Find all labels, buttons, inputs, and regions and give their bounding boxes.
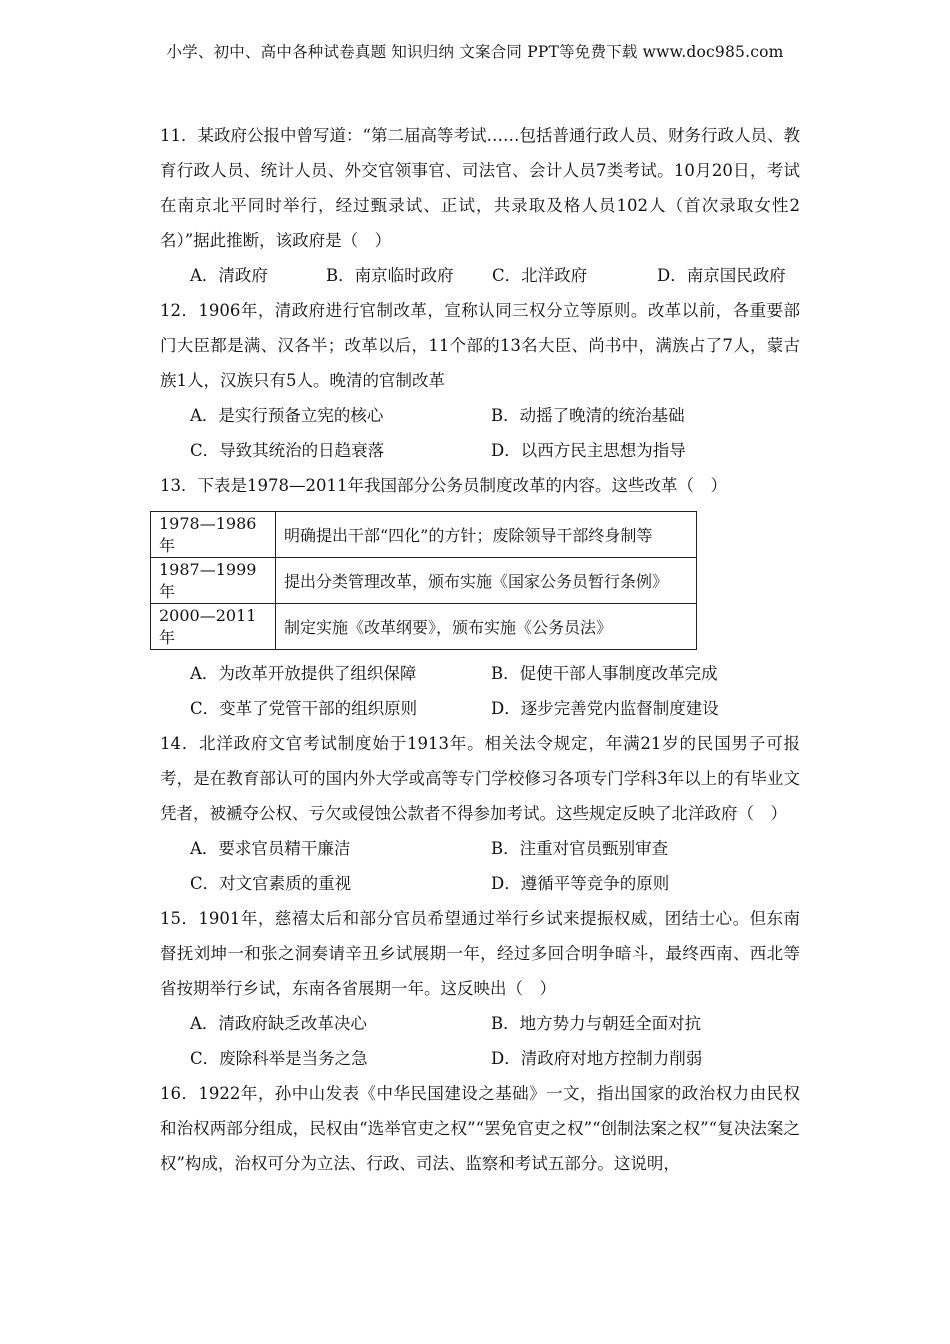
- table-cell-content: 明确提出干部“四化”的方针；废除领导干部终身制等: [276, 512, 697, 558]
- option-b[interactable]: B．注重对官员甄别审查: [491, 839, 669, 858]
- option-b[interactable]: B．促使干部人事制度改革完成: [491, 664, 718, 683]
- option-c[interactable]: C．导致其统治的日趋衰落: [190, 441, 385, 460]
- option-d[interactable]: D．遵循平等竞争的原则: [491, 874, 670, 893]
- table-cell-period: 2000—2011年: [151, 604, 276, 650]
- option-c[interactable]: C．废除科举是当务之急: [190, 1049, 368, 1068]
- question-12-options-row-2: [160, 433, 800, 468]
- question-14-stem: 14．北洋政府文官考试制度始于1913年。相关法令规定，年满21岁的民国男子可报考，是在教育部认可的国内外大学或高等专门学校修习各项专门学科3年以上的有毕业文凭者，被褫夺公权、亏欠或侵蚀公款者不得参加考试。这些规定反映了北洋政府（ ）: [160, 734, 800, 823]
- page-header: 小学、初中、高中各种试卷真题 知识归纳 文案合同 PPT等免费下载 www.doc985.com: [166, 43, 784, 61]
- table-cell-content: 提出分类管理改革，颁布实施《国家公务员暂行条例》: [276, 558, 697, 604]
- question-14-options-row-1: [160, 831, 800, 866]
- question-list: [160, 118, 800, 1181]
- question-12-stem: 12．1906年，清政府进行官制改革，宣称认同三权分立等原则。改革以前，各重要部门大臣都是满、汉各半；改革以后，11个部的13名大臣、尚书中，满族占了7人，蒙古族1人，汉族只有5人。晚清的官制改革: [160, 301, 800, 390]
- option-c[interactable]: C．变革了党管干部的组织原则: [190, 699, 418, 718]
- option-c[interactable]: C．北洋政府: [492, 266, 588, 285]
- option-a[interactable]: A．清政府: [190, 266, 268, 285]
- option-a[interactable]: A．要求官员精干廉洁: [190, 839, 351, 858]
- question-12-options-row-1: [160, 398, 800, 433]
- question-15-options-row-1: [160, 1006, 800, 1041]
- option-b[interactable]: B．南京临时政府: [326, 266, 454, 285]
- option-d[interactable]: D．清政府对地方控制力削弱: [491, 1049, 703, 1068]
- option-d[interactable]: D．逐步完善党内监督制度建设: [491, 699, 719, 718]
- option-d[interactable]: D．以西方民主思想为指导: [491, 441, 686, 460]
- question-13-options-row-1: [160, 656, 800, 691]
- option-b[interactable]: B．地方势力与朝廷全面对抗: [491, 1014, 702, 1033]
- option-b[interactable]: B．动摇了晚清的统治基础: [491, 406, 685, 425]
- option-a[interactable]: A．清政府缺乏改革决心: [190, 1014, 367, 1033]
- table-cell-period: 1978—1986年: [151, 512, 276, 558]
- reform-table: [150, 511, 697, 650]
- option-d[interactable]: D．南京国民政府: [657, 266, 786, 285]
- question-11-options: [160, 258, 800, 293]
- question-15-stem: 15．1901年，慈禧太后和部分官员希望通过举行乡试来提振权威，团结士心。但东南督抚刘坤一和张之洞奏请辛丑乡试展期一年，经过多回合明争暗斗，最终西南、西北等省按期举行乡试，东南各省展期一年。这反映出（ ）: [160, 909, 800, 998]
- table-cell-period: 1987—1999年: [151, 558, 276, 604]
- question-11-stem: 11．某政府公报中曾写道：“第二届高等考试……包括普通行政人员、财务行政人员、教育行政人员、统计人员、外交官领事官、司法官、会计人员7类考试。10月20日，考试在南京北平同时举行，经过甄录试、正试，共录取及格人员102人（首次录取女性2名）”据此推断，该政府是（ ）: [160, 126, 800, 250]
- question-14-options-row-2: [160, 866, 800, 901]
- question-13-stem: 13．下表是1978—2011年我国部分公务员制度改革的内容。这些改革（ ）: [160, 476, 727, 495]
- table-cell-content: 制定实施《改革纲要》，颁布实施《公务员法》: [276, 604, 697, 650]
- question-16-stem: 16．1922年，孙中山发表《中华民国建设之基础》一文，指出国家的政治权力由民权和治权两部分组成，民权由“选举官吏之权”“罢免官吏之权”“创制法案之权”“复决法案之权”构成，治权可分为立法、行政、司法、监察和考试五部分。这说明，: [160, 1084, 800, 1173]
- option-c[interactable]: C．对文官素质的重视: [190, 874, 352, 893]
- option-a[interactable]: A．是实行预备立宪的核心: [190, 406, 384, 425]
- option-a[interactable]: A．为改革开放提供了组织保障: [190, 664, 417, 683]
- table-row: [151, 604, 697, 650]
- question-13-options-row-2: [160, 691, 800, 726]
- table-row: [151, 512, 697, 558]
- table-row: [151, 558, 697, 604]
- question-15-options-row-2: [160, 1041, 800, 1076]
